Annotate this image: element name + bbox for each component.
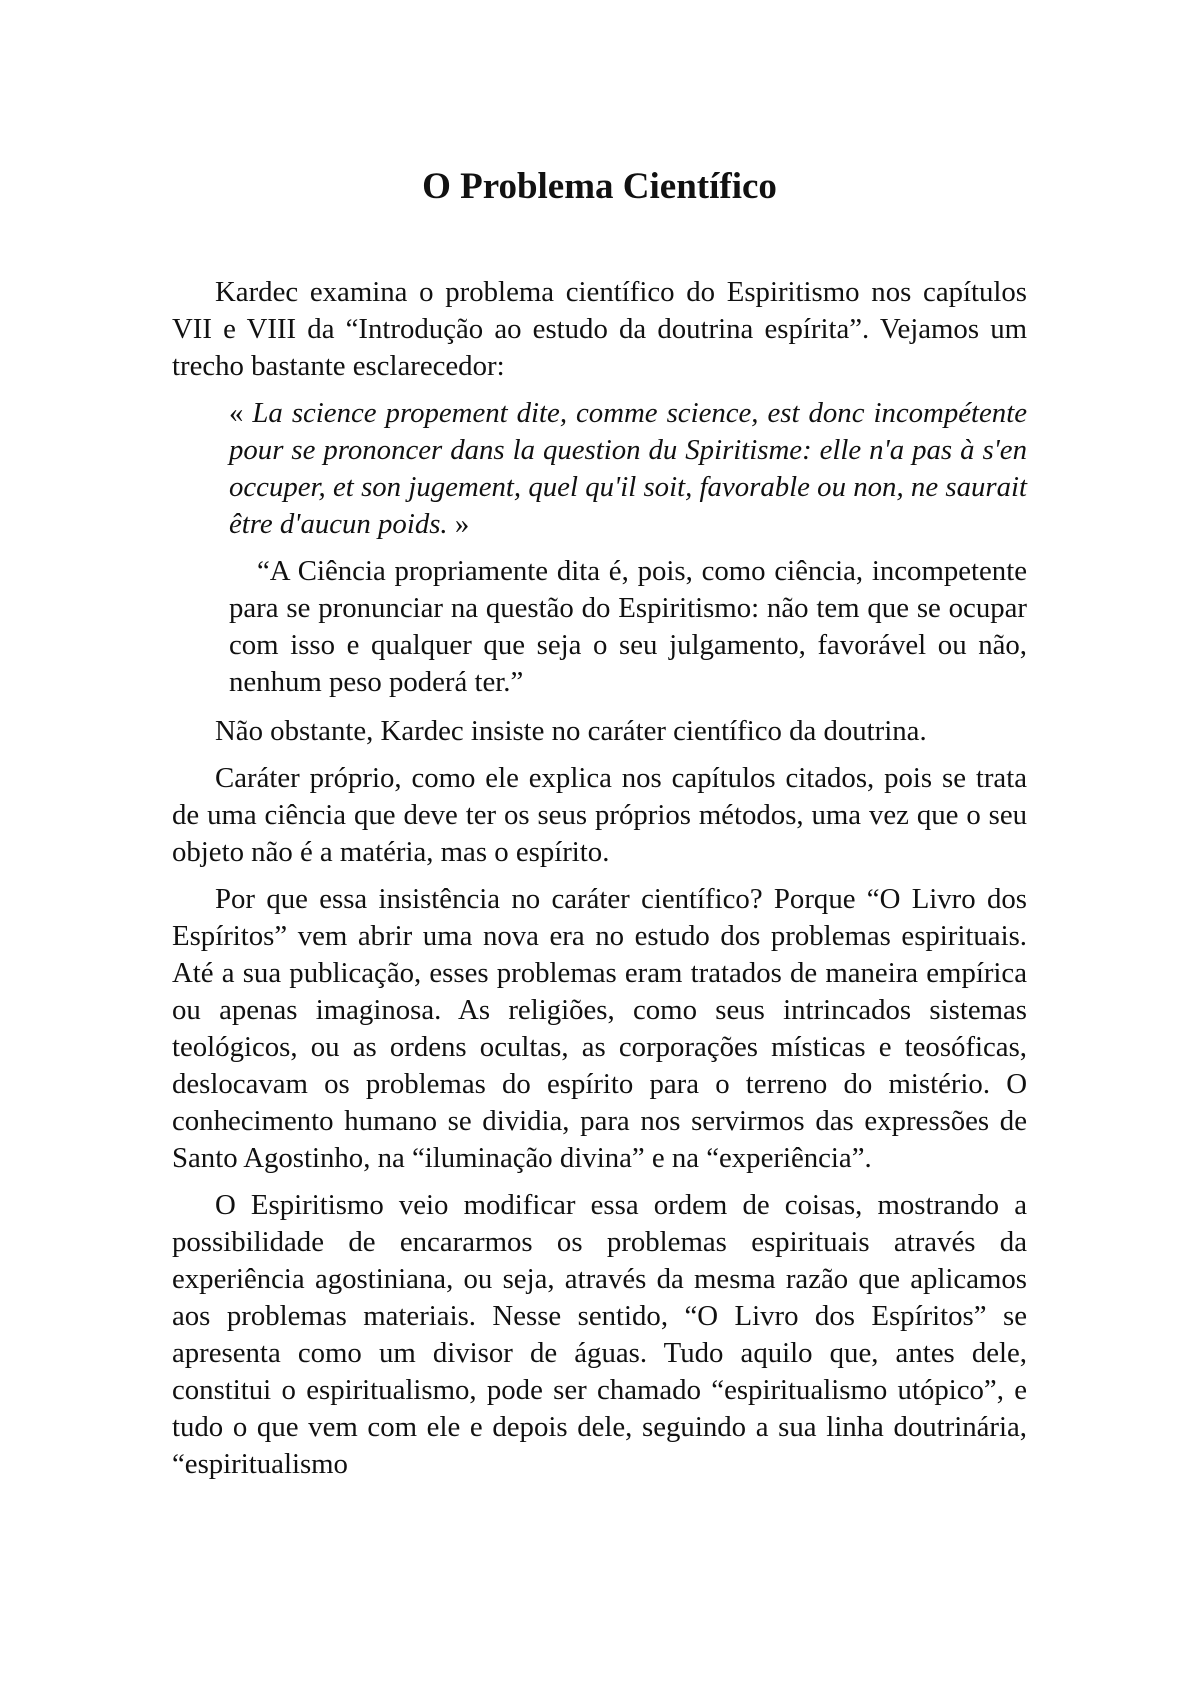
quote-close-mark: » [454, 508, 470, 540]
paragraph-insistencia: Por que essa insistência no caráter científico? Porque “O Livro dos Espíritos” vem abrir uma nova era no estudo dos problemas espirituais. Até a sua publicação, esses problemas eram tratados de maneira empírica ou apenas imaginosa. As religiões, como seus intrincados sistemas teológicos, ou as ordens ocultas, as corporações místicas e teosóficas, deslocavam os problemas do espírito para o terreno do mistério. O conhecimento humano se dividia, para nos servirmos das expressões de Santo Agostinho, na “iluminação divina” e na “experiência”. [172, 883, 1027, 1174]
paragraph-intro: Kardec examina o problema científico do Espiritismo nos capítulos VII e VIII da “Introdução ao estudo da doutrina espírita”. Vejamos um trecho bastante esclarecedor: [172, 276, 1027, 382]
paragraph-espiritismo: O Espiritismo veio modificar essa ordem de coisas, mostrando a possibilidade de encararmos os problemas espirituais através da experiência agostiniana, ou seja, através da mesma razão que aplicamos aos problemas materiais. Nesse sentido, “O Livro dos Espíritos” se apresenta como um divisor de águas. Tudo aquilo que, antes dele, constitui o espiritualismo, pode ser chamado “espiritualismo utópico”, e tudo o que vem com ele e depois dele, seguindo a sua linha doutrinária, “espiritualismo [172, 1189, 1027, 1480]
paragraph-carater-proprio: Caráter próprio, como ele explica nos capítulos citados, pois se trata de uma ciência que deve ter os seus próprios métodos, uma vez que o seu objeto não é a matéria, mas o espírito. [172, 762, 1027, 868]
paragraph-nao-obstante: Não obstante, Kardec insiste no caráter científico da doutrina. [215, 715, 927, 747]
page-title: O Problema Científico [422, 166, 777, 207]
quote-french [229, 395, 1027, 543]
quote-open-mark: « [229, 397, 244, 429]
quote-portuguese: “A Ciência propriamente dita é, pois, como ciência, incompetente para se pronunciar na questão do Espiritismo: não tem que se ocupar com isso e qualquer que seja o seu julgamento, favorável ou não, nenhum peso poderá ter.” [229, 555, 1027, 698]
quote-french-text: La science propement dite, comme science, est donc incompétente pour se prononcer dans la question du Spiritisme: elle n'a pas à s'en occuper, et son jugement, quel qu'il soit, favorable ou non, ne saurait être d'aucun poids. [229, 397, 1027, 540]
document-page [172, 165, 1027, 1483]
